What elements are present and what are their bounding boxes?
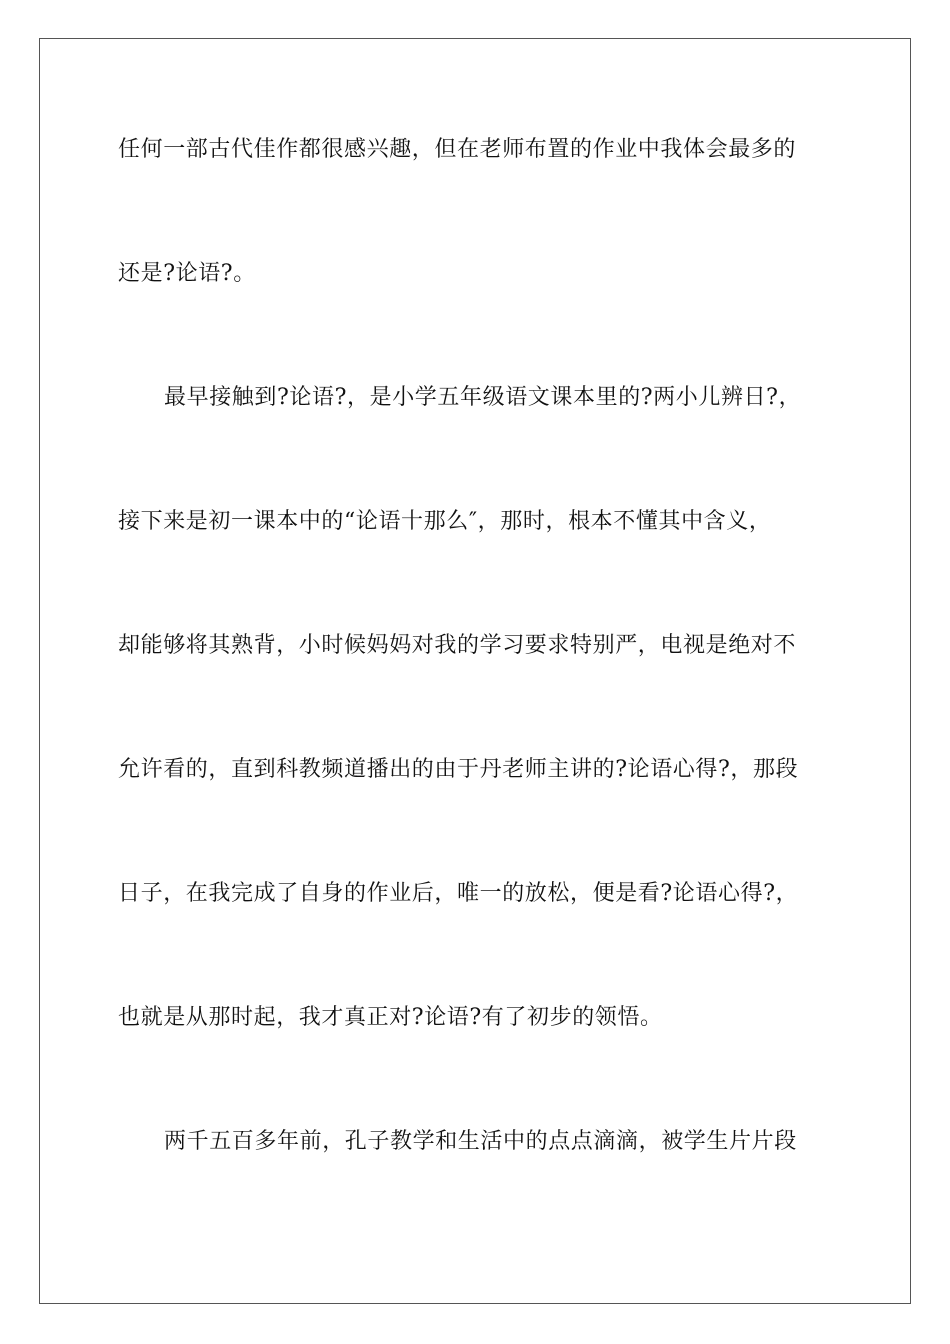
text-line-2: 还是?论语?。 — [118, 261, 256, 286]
text-line-3: 最早接触到?论语?，是小学五年级语文课本里的?两小儿辨日?， — [164, 385, 802, 410]
text-line-4: 接下来是初一课本中的“论语十那么″，那时，根本不懂其中含义， — [118, 509, 772, 534]
text-line-6: 允许看的，直到科教频道播出的由于丹老师主讲的?论语心得?，那段 — [118, 757, 799, 782]
text-line-5: 却能够将其熟背，小时候妈妈对我的学习要求特别严，电视是绝对不 — [118, 633, 797, 658]
text-line-1: 任何一部古代佳作都很感兴趣，但在老师布置的作业中我体会最多的 — [118, 137, 797, 162]
text-line-8: 也就是从那时起，我才真正对?论语?有了初步的领悟。 — [118, 1005, 663, 1030]
page-border — [39, 38, 911, 1304]
text-line-7: 日子，在我完成了自身的作业后，唯一的放松，便是看?论语心得?， — [118, 881, 799, 906]
text-line-9: 两千五百多年前，孔子教学和生活中的点点滴滴，被学生片片段 — [164, 1129, 797, 1154]
